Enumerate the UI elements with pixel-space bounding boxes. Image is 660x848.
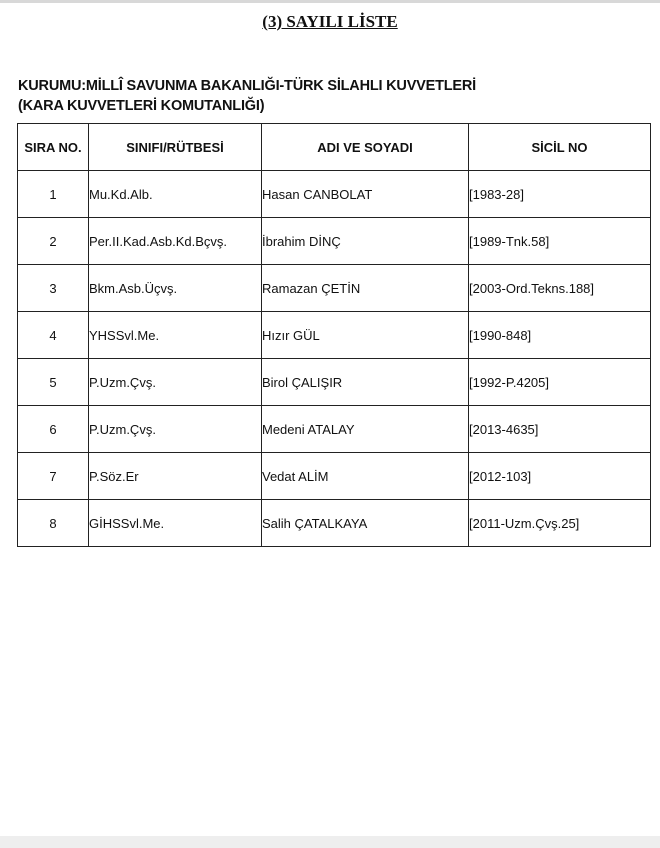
cell-rank: Mu.Kd.Alb.	[89, 171, 262, 218]
cell-rank: P.Uzm.Çvş.	[89, 359, 262, 406]
table-row	[18, 359, 651, 406]
bottom-scroll-area	[0, 836, 660, 848]
cell-name: Salih ÇATALKAYA	[262, 500, 469, 547]
cell-rank: P.Söz.Er	[89, 453, 262, 500]
cell-rank: P.Uzm.Çvş.	[89, 406, 262, 453]
cell-rank: Bkm.Asb.Üçvş.	[89, 265, 262, 312]
table-row	[18, 265, 651, 312]
organization-line-1: KURUMU:MİLLÎ SAVUNMA BAKANLIĞI-TÜRK SİLAHLI KUVVETLERİ	[18, 78, 477, 94]
cell-no: 6	[18, 406, 89, 453]
document-title-text: (3) SAYILI LİSTE	[262, 12, 398, 31]
table-row	[18, 218, 651, 265]
cell-sicil: [1983-28]	[469, 171, 651, 218]
table-row	[18, 171, 651, 218]
cell-sicil: [2003-Ord.Tekns.188]	[469, 265, 651, 312]
cell-no: 7	[18, 453, 89, 500]
header-sicil-no: SİCİL NO	[469, 124, 651, 171]
header-sira-no: SIRA NO.	[18, 124, 89, 171]
cell-sicil: [2011-Uzm.Çvş.25]	[469, 500, 651, 547]
cell-no: 1	[18, 171, 89, 218]
table-row	[18, 312, 651, 359]
cell-no: 4	[18, 312, 89, 359]
table-row	[18, 453, 651, 500]
cell-sicil: [2013-4635]	[469, 406, 651, 453]
table-header-row	[18, 124, 651, 171]
header-adi-soyadi: ADI VE SOYADI	[262, 124, 469, 171]
cell-name: Ramazan ÇETİN	[262, 265, 469, 312]
cell-no: 8	[18, 500, 89, 547]
table-row	[18, 406, 651, 453]
personnel-table	[17, 123, 651, 547]
top-rule	[0, 0, 660, 3]
cell-name: Vedat ALİM	[262, 453, 469, 500]
cell-name: Hızır GÜL	[262, 312, 469, 359]
cell-sicil: [1989-Tnk.58]	[469, 218, 651, 265]
cell-no: 3	[18, 265, 89, 312]
cell-name: İbrahim DİNÇ	[262, 218, 469, 265]
cell-no: 5	[18, 359, 89, 406]
cell-rank: YHSSvl.Me.	[89, 312, 262, 359]
cell-name: Birol ÇALIŞIR	[262, 359, 469, 406]
cell-no: 2	[18, 218, 89, 265]
organization-line-2: (KARA KUVVETLERİ KOMUTANLIĞI)	[18, 98, 265, 114]
document-title	[0, 12, 660, 32]
cell-rank: GİHSSvl.Me.	[89, 500, 262, 547]
cell-name: Hasan CANBOLAT	[262, 171, 469, 218]
table-row	[18, 500, 651, 547]
cell-sicil: [2012-103]	[469, 453, 651, 500]
header-sinifi-rutbesi: SINIFI/RÜTBESİ	[89, 124, 262, 171]
cell-rank: Per.II.Kad.Asb.Kd.Bçvş.	[89, 218, 262, 265]
cell-sicil: [1990-848]	[469, 312, 651, 359]
cell-name: Medeni ATALAY	[262, 406, 469, 453]
cell-sicil: [1992-P.4205]	[469, 359, 651, 406]
